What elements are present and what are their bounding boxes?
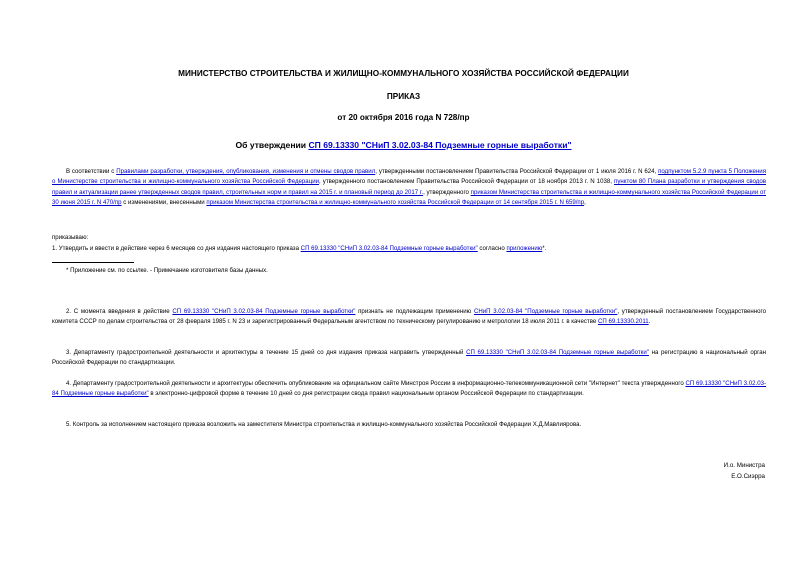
item-text: 1. Утвердить и ввести в действие через 6 месяцев со дня издания настоящего приказа xyxy=(52,245,301,252)
link-rules[interactable]: Правилами разработки, утверждения, опубликования, изменения и отмены сводов правил xyxy=(116,168,376,175)
preamble-text: , утвержденного постановлением Правительства Российской Федерации от 18 ноября 2013 г. N 1038, xyxy=(319,178,615,186)
signature-name: Е.О.Сиэрра xyxy=(731,473,765,480)
footnote-divider xyxy=(52,262,134,263)
order-word: приказываю: xyxy=(52,234,89,241)
title-link[interactable]: СП 69.13330 "СНиП 3.02.03-84 Подземные горные выработки" xyxy=(308,140,572,150)
preamble-text: , утвержденными постановлением Правительства Российской Федерации от 1 июля 2016 г. N 624, xyxy=(375,168,659,175)
item-1 xyxy=(52,244,766,254)
item-text: признать не подлежащим применению xyxy=(355,308,474,315)
item1-appendix-link[interactable]: приложению xyxy=(506,245,543,252)
preamble-paragraph xyxy=(52,167,766,209)
link-regulation[interactable]: подпунктом 5.2.9 пункта 5 Положения о Министерстве строительства и жилищно-коммунального хозяйства Российской Федерации xyxy=(52,168,767,186)
ministry-heading: МИНИСТЕРСТВО СТРОИТЕЛЬСТВА И ЖИЛИЩНО-КОММУНАЛЬНОГО ХОЗЯЙСТВА РОССИЙСКОЙ ФЕДЕРАЦИИ xyxy=(178,69,629,78)
footnote: * Приложение см. по ссылке. - Примечание изготовителя базы данных. xyxy=(66,267,268,274)
item2-sp2011-link[interactable]: СП 69.13330.2011 xyxy=(597,318,649,326)
item-text: 4. Департаменту градостроительной деятельности и архитектуры обеспечить опубликование на официальном сайте Минстроя России в информационно-телекоммуникационной сети "Интернет" текста утвержденного xyxy=(66,380,686,387)
link-order-470[interactable]: приказом Министерства строительства и жилищно-коммунального хозяйства Российской Федерации от 30 июня 2015 г. N 470/пр xyxy=(52,188,766,207)
preamble-text: , xyxy=(584,199,586,207)
item1-sp-link[interactable]: СП 69.13330 "СНиП 3.02.03-84 Подземные горные выработки" xyxy=(300,245,478,252)
item-text: , утвержденный постановлением Государственного комитета СССР по делам строительства от 28 февраля 1985 г. N 23 и зарегистрированный Федеральным агентством по техническому регулированию и метрологии 18 июля 2011 г. в качестве xyxy=(52,308,766,326)
document-type: ПРИКАЗ xyxy=(386,92,421,101)
item3-sp-link[interactable]: СП 69.13330 "СНиП 3.02.03-84 Подземные горные выработки" xyxy=(466,349,649,356)
title-prefix: Об утверждении xyxy=(235,140,309,150)
preamble-text: В соответствии с xyxy=(66,168,117,175)
preamble-text: , утвержденного xyxy=(423,188,471,196)
item-2 xyxy=(52,307,766,328)
item-text: согласно xyxy=(477,245,507,252)
item4-sp-link[interactable]: СП 69.13330 "СНиП 3.02.03-84 Подземные горные выработки" xyxy=(52,380,766,398)
item-4 xyxy=(52,379,766,400)
item2-sp-link[interactable]: СП 69.13330 "СНиП 3.02.03-84 Подземные горные выработки" xyxy=(172,308,356,315)
item-text: 2. С момента введения в действие xyxy=(66,308,173,315)
item2-snip-link[interactable]: СНиП 3.02.03-84 "Подземные горные выработки" xyxy=(473,308,618,315)
item-3 xyxy=(52,348,766,369)
item-text: в электронно-цифровой форме в течение 10 дней со дня регистрации свода правил национальным органом Российской Федерации по стандартизации. xyxy=(148,390,584,398)
signature-position: И.о. Министра xyxy=(723,462,765,469)
preamble-text: с изменениями, внесенными xyxy=(121,199,207,207)
order-title xyxy=(0,140,807,150)
item-text: . xyxy=(648,318,651,326)
item-text: *. xyxy=(542,245,547,252)
date-number: от 20 октября 2016 года N 728/пр xyxy=(337,113,470,122)
link-plan[interactable]: пунктом 80 Плана разработки и утверждения сводов правил и актуализации ранее утвержденных сводов правил, строительных норм и правил на 2015 г. и плановый период до 2017 г. xyxy=(52,178,766,196)
link-order-659[interactable]: приказом Министерства строительства и жилищно-коммунального хозяйства Российской Федерации от 14 сентября 2015 г. N 659/пр xyxy=(206,199,585,207)
item-text: на регистрацию в национальный орган Российской Федерации по стандартизации. xyxy=(52,349,766,367)
item-5: 5. Контроль за исполнением настоящего приказа возложить на заместителя Министра строительства и жилищно-коммунального хозяйства Российской Федерации Х.Д.Мавлиярова. xyxy=(66,421,582,428)
item-text: 3. Департаменту градостроительной деятельности и архитектуры в течение 15 дней со дня издания приказа направить утвержденный xyxy=(66,349,467,356)
